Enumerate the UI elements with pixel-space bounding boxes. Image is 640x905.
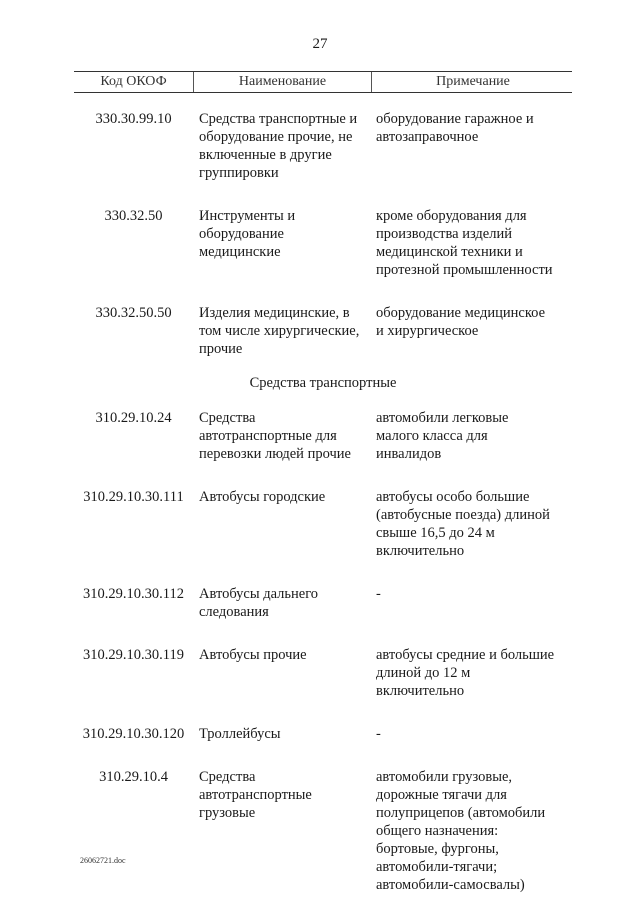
item-note-line: полуприцепов (автомобили: [376, 805, 546, 821]
item-note: [370, 768, 572, 894]
okof-code: 310.29.10.30.112: [83, 586, 184, 602]
item-note-line: оборудование медицинское: [376, 305, 546, 321]
item-name-line: группировки: [199, 165, 279, 181]
table-row: [74, 304, 572, 358]
header-code: Код ОКОФ: [100, 74, 167, 89]
okof-table: [74, 71, 572, 894]
table-body: [74, 110, 572, 894]
table-row: [74, 646, 572, 700]
item-note-line: и хирургическое: [376, 323, 479, 339]
item-name: [193, 110, 370, 182]
item-name-line: Автобусы прочие: [199, 647, 307, 663]
item-name-line: перевозки людей прочие: [199, 446, 351, 462]
item-note-line: включительно: [376, 543, 465, 559]
footer-filename: 26062721.doc: [80, 856, 126, 865]
okof-code: 310.29.10.30.111: [83, 489, 184, 505]
table-row: [74, 768, 572, 894]
item-note-line: кроме оборудования для: [376, 208, 527, 224]
item-note: [370, 488, 572, 560]
item-note: [370, 207, 572, 279]
okof-code: 310.29.10.4: [99, 769, 168, 785]
item-name-line: Автобусы городские: [199, 489, 326, 505]
item-name: [193, 488, 370, 560]
item-note: [370, 304, 572, 358]
item-note: [370, 646, 572, 700]
item-note: [370, 585, 572, 621]
item-note-line: автомобили-самосвалы): [376, 877, 525, 893]
item-note-line: автомобили легковые: [376, 410, 509, 426]
item-note-line: автомобили грузовые,: [376, 769, 513, 785]
table-row: [74, 409, 572, 463]
table-row: [74, 110, 572, 182]
item-name-line: Изделия медицинские, в: [199, 305, 350, 321]
item-name-line: Средства: [199, 410, 256, 426]
item-note-line: автомобили-тягачи;: [376, 859, 498, 875]
table-row: [74, 725, 572, 743]
item-name-line: автотранспортные: [199, 787, 312, 803]
okof-code: 330.32.50.50: [95, 305, 172, 321]
item-name-line: оборудование прочие, не: [199, 129, 353, 145]
table-row: [74, 488, 572, 560]
item-note-line: оборудование гаражное и: [376, 111, 534, 127]
item-name-line: Инструменты и: [199, 208, 296, 224]
item-name-line: Средства: [199, 769, 256, 785]
item-note-line: (автобусные поезда) длиной: [376, 507, 550, 523]
item-name-line: медицинские: [199, 244, 281, 260]
item-note: [370, 409, 572, 463]
table-row: [74, 207, 572, 279]
okof-code: 310.29.10.24: [95, 410, 172, 426]
item-note-line: бортовые, фургоны,: [376, 841, 499, 857]
section-title: Средства транспортные: [249, 375, 397, 391]
item-note-line: инвалидов: [376, 446, 442, 462]
table-row: [74, 585, 572, 621]
item-note-line: -: [376, 586, 381, 602]
item-note-line: дорожные тягачи для: [376, 787, 507, 803]
header-note: Примечание: [436, 74, 510, 89]
item-note-line: производства изделий: [376, 226, 512, 242]
item-note-line: общего назначения:: [376, 823, 499, 839]
item-name: [193, 768, 370, 894]
item-note-line: -: [376, 726, 381, 742]
item-name-line: включенные в другие: [199, 147, 332, 163]
item-note: [370, 110, 572, 182]
item-name: [193, 207, 370, 279]
item-name-line: оборудование: [199, 226, 284, 242]
item-name: [193, 304, 370, 358]
item-note-line: свыше 16,5 до 24 м: [376, 525, 495, 541]
item-name-line: Средства транспортные и: [199, 111, 358, 127]
item-note-line: протезной промышленности: [376, 262, 553, 278]
okof-code: 310.29.10.30.120: [82, 726, 185, 742]
item-note-line: медицинской техники и: [376, 244, 523, 260]
item-name-line: следования: [199, 604, 269, 620]
item-name-line: прочие: [199, 341, 243, 357]
item-name-line: автотранспортные для: [199, 428, 337, 444]
item-name: [193, 409, 370, 463]
item-note: [370, 725, 572, 743]
item-note-line: включительно: [376, 683, 465, 699]
item-name-line: Троллейбусы: [199, 726, 281, 742]
item-name: [193, 725, 370, 743]
header-name: Наименование: [193, 72, 372, 92]
item-note-line: автобусы особо большие: [376, 489, 530, 505]
okof-code: 330.30.99.10: [95, 111, 172, 127]
okof-code: 330.32.50: [104, 208, 163, 224]
okof-code: 310.29.10.30.119: [83, 647, 184, 663]
item-name-line: Автобусы дальнего: [199, 586, 319, 602]
table-header: [74, 71, 572, 93]
item-note-line: автобусы средние и большие: [376, 647, 555, 663]
page-number: 27: [312, 36, 328, 52]
item-note-line: автозаправочное: [376, 129, 479, 145]
item-name-line: том числе хирургические,: [199, 323, 360, 339]
item-name: [193, 585, 370, 621]
item-note-line: длиной до 12 м: [376, 665, 471, 681]
item-name: [193, 646, 370, 700]
item-note-line: малого класса для: [376, 428, 488, 444]
item-name-line: грузовые: [199, 805, 256, 821]
